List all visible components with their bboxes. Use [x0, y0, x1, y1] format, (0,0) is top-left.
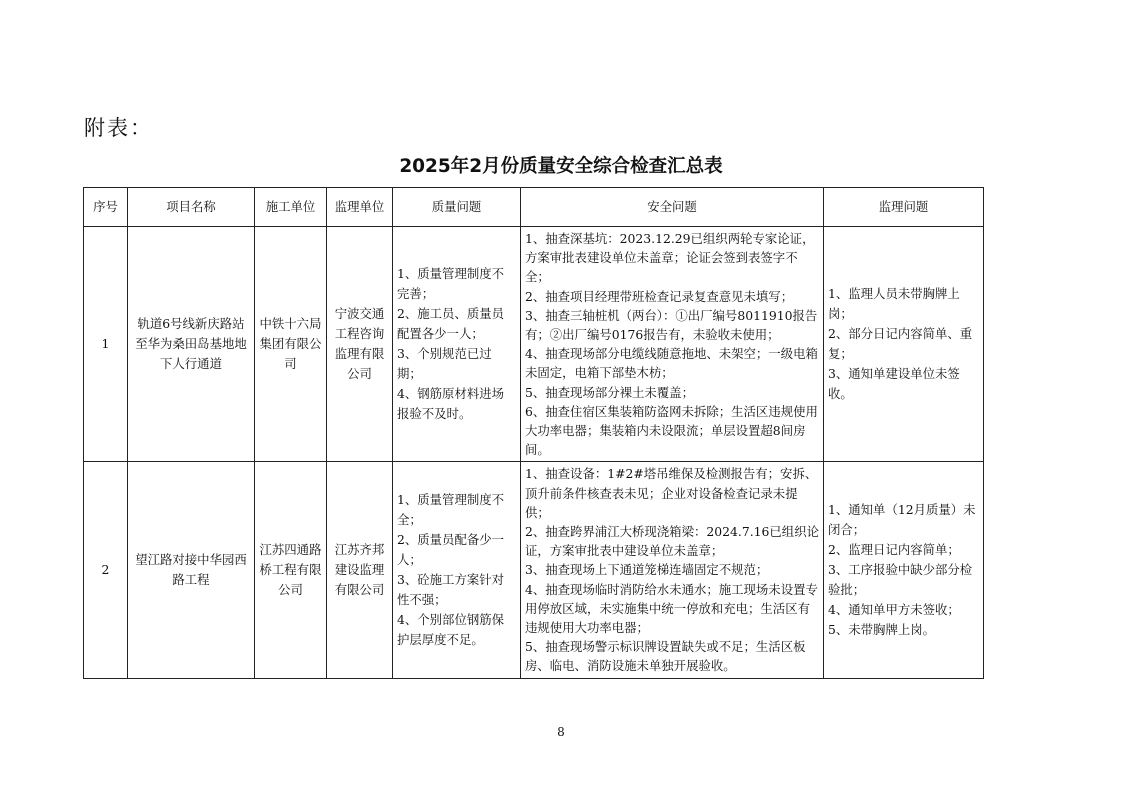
safety-issue: 3、抽查现场上下通道笼梯连墙固定不规范；	[525, 562, 769, 578]
project-name: 望江路对接中华园西路工程	[128, 462, 255, 678]
supervision-issue: 1、监理人员未带胸牌上岗；	[828, 286, 960, 322]
table-row	[84, 227, 984, 462]
safety-issue: 2、抽查跨界浦江大桥现浇箱梁：2024.7.16已组织论证，方案审批表中建设单位未盖章；	[525, 524, 819, 559]
header-supervisor: 监理单位	[327, 188, 393, 227]
quality-issue: 2、质量员配备少一人；	[397, 532, 505, 568]
safety-issue: 6、抽查住宿区集装箱防盗网未拆除；生活区违规使用大功率电器；集装箱内未设限流；单层设置超8间房间。	[525, 403, 818, 458]
safety-issues	[521, 462, 824, 678]
quality-issue: 3、砼施工方案针对性不强；	[397, 572, 505, 608]
row-index: 1	[84, 227, 128, 462]
quality-issue: 1、质量管理制度不完善；	[397, 266, 505, 302]
row-index: 2	[84, 462, 128, 678]
supervisor-name: 宁波交通工程咨询监理有限公司	[327, 227, 393, 462]
safety-issue: 4、抽查现场临时消防给水未通水；施工现场未设置专用停放区域，未实施集中统一停放和充电；生活区有违规使用大功率电器；	[525, 581, 818, 636]
quality-issue: 1、质量管理制度不全；	[397, 492, 505, 528]
supervision-issues	[824, 462, 984, 678]
contractor-name: 江苏四通路桥工程有限公司	[255, 462, 327, 678]
safety-issue: 5、抽查现场警示标识牌设置缺失或不足；生活区板房、临电、消防设施未单独开展验收。	[525, 639, 806, 674]
header-project: 项目名称	[128, 188, 255, 227]
supervisor-name: 江苏齐邦建设监理有限公司	[327, 462, 393, 678]
supervision-issue: 3、工序报验中缺少部分检验批；	[828, 562, 973, 598]
supervision-issue: 4、通知单甲方未签收；	[828, 602, 960, 618]
supervision-issue: 2、部分日记内容简单、重复；	[828, 326, 973, 362]
safety-issue: 1、抽查设备：1#2#塔吊维保及检测报告有；安拆、顶升前条件核查表未见；企业对设备检查记录未提供；	[525, 466, 818, 520]
header-quality: 质量问题	[393, 188, 521, 227]
safety-issues	[521, 227, 824, 462]
quality-issue: 2、施工员、质量员配置各少一人；	[397, 306, 505, 342]
table-header-row	[84, 188, 984, 227]
quality-issue: 4、个别部位钢筋保护层厚度不足。	[397, 612, 505, 648]
header-supervision: 监理问题	[824, 188, 984, 227]
supervision-issue: 5、未带胸牌上岗。	[828, 622, 936, 638]
safety-issue: 5、抽查现场部分裸土未覆盖；	[525, 384, 694, 400]
appendix-label: 附表：	[84, 116, 153, 140]
safety-issue: 3、抽查三轴桩机（两台）：①出厂编号8011910报告有；②出厂编号0176报告有，未验收未使用；	[525, 307, 818, 343]
inspection-summary-table	[83, 187, 984, 679]
contractor-name: 中铁十六局集团有限公司	[255, 227, 327, 462]
quality-issues	[393, 227, 521, 462]
safety-issue: 4、抽查现场部分电缆线随意拖地、未架空；一级电箱未固定，电箱下部垫木枋；	[525, 346, 818, 381]
header-contractor: 施工单位	[255, 188, 327, 227]
supervision-issues	[824, 227, 984, 462]
header-safety: 安全问题	[521, 188, 824, 227]
supervision-issue: 3、通知单建设单位未签收。	[828, 366, 960, 402]
header-index: 序号	[84, 188, 128, 227]
supervision-issue: 2、监理日记内容简单；	[828, 542, 960, 558]
safety-issue: 1、抽查深基坑：2023.12.29已组织两轮专家论证，方案审批表建设单位未盖章；论证会签到表签字不全；	[525, 231, 815, 285]
quality-issues	[393, 462, 521, 678]
supervision-issue: 1、通知单（12月质量）未闭合；	[828, 502, 976, 538]
safety-issue: 2、抽查项目经理带班检查记录复查意见未填写；	[525, 288, 794, 304]
quality-issue: 4、钢筋原材料进场报验不及时。	[397, 386, 505, 422]
table-row	[84, 462, 984, 678]
page-number: 8	[557, 725, 565, 739]
document-title: 2025年2月份质量安全综合检查汇总表	[399, 156, 723, 177]
project-name: 轨道6号线新庆路站至华为桑田岛基地地下人行通道	[128, 227, 255, 462]
quality-issue: 3、个别规范已过期；	[397, 346, 492, 382]
